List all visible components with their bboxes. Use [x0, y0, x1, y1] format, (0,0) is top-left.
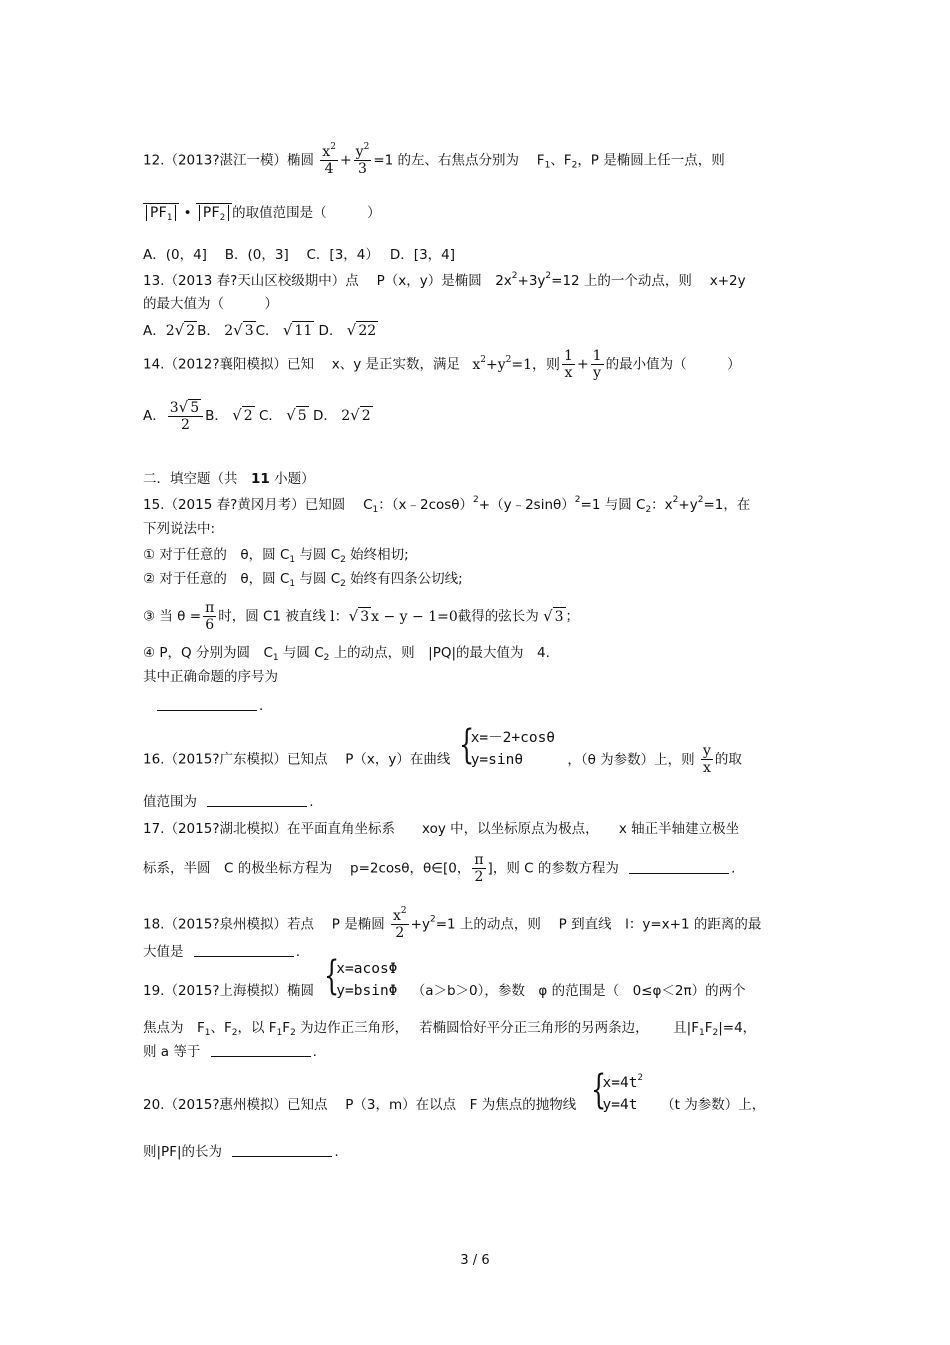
q15-item3: ③ 当 θ = $\frac{\pi}{6}$ 时，圆 C1 被直线 l：√ 3 x − y − 1=0截得的弦长为 √ 3 ；: [143, 600, 580, 633]
q14-condition: $x^2+y^2=1$，则: [472, 354, 561, 373]
q15-conclusion: 其中正确命题的序号为: [143, 669, 278, 685]
q15-item4: ④ P，Q 分别为圆 $C_1$ 与圆 $C_2$ 上的动点，则 |PQ|的最大值为 4.: [143, 645, 550, 663]
q15-fraction-pi-over-6: $\frac{\pi}{6}$: [205, 600, 215, 633]
q12-line1: 12.（2013?湛江一模）椭圆 $\frac{x^2}{4}$ + $\frac{y^2}{3}$ =1 的左、右焦点分别为 $F_1$、$F_2$，P 是椭圆上任一点，则: [143, 142, 725, 177]
q15-line2: 下列说法中:: [143, 521, 216, 537]
q16-line1: 16.（2015?广东模拟）已知点 P（x，y）在曲线 { x=－2+cosθ y=sinθ ，（θ 为参数）上，则 $\frac{y}{x}$ 的取: [143, 721, 742, 776]
q15-line-equation: l：√ 3 x − y − 1=0: [330, 606, 458, 625]
q12-text-a: 12.（2013?湛江一模）椭圆: [143, 152, 314, 169]
q13-line1: 13.（2013 春?天山区校级期中）点 P（x，y）是椭圆 $2x^2+3y^2=12$ 上的一个动点，则 x+2y: [143, 271, 746, 289]
q13-option-d-value: √ 22: [346, 321, 377, 339]
q14-option-a-value: $\frac{3√ 5}{2}$: [168, 399, 203, 433]
q12-text-d: ，P 是椭圆上任一点，则: [577, 152, 725, 169]
q15-item2: ② 对于任意的 θ，圆 $C_1$ 与圆 $C_2$ 始终有四条公切线;: [143, 571, 463, 589]
q18-line1: 18.（2015?泉州模拟）若点 P 是椭圆 $\frac{x^2}{2}$ $+y^2=1$ 上的动点，则 P 到直线 l：y=x+1 的距离的最: [143, 906, 762, 941]
q14-fraction-1-over-y: $\frac{1}{y}$: [592, 348, 602, 381]
q19-line1: 19.（2015?上海模拟）椭圆 { x=acosΦ y=bsinΦ （a＞b＞0），参数 φ 的范围是（ 0≤φ＜2π）的两个: [143, 980, 746, 1002]
q16-fraction-y-over-x: $\frac{y}{x}$: [702, 743, 711, 776]
q14-option-c-value: √ 5: [286, 406, 307, 424]
q12-options: A．(0，4] B．(0，3] C．[3，4） D．[3，4]: [143, 247, 456, 263]
q15-answer-line: .: [157, 697, 263, 715]
q14-options: A． $\frac{3√ 5}{2}$ B． √ 2 C． √ 5 D． 2√ 2: [143, 398, 371, 433]
q17-line2: 标系，半圆 C 的极坐标方程为 p=2cosθ，θ∈[0， $\frac{\pi}{2}$ ]，则 C 的参数方程为 .: [143, 852, 736, 885]
q20-answer-blank[interactable]: [232, 1144, 332, 1157]
section-title: 二．填空题（共 11 小题）: [143, 471, 315, 487]
q13-line2: 的最大值为（ ）: [143, 296, 278, 312]
q19-parametric-system: { x=acosΦ y=bsinΦ: [324, 953, 398, 999]
q14-fraction-1-over-x: $\frac{1}{x}$: [564, 348, 573, 381]
q16-parametric-system: { x=－2+cosθ y=sinθ: [458, 721, 556, 768]
q15-line1: 15.（2015 春?黄冈月考）已知圆 $C_1$：（x﹣2cosθ）$^2$+（y﹣2sinθ）$^2$=1 与圆 $C_2$：$x^2+y^2=1$，在: [143, 495, 751, 515]
q12-text-b: =1 的左、右焦点分别为 F: [373, 152, 545, 169]
q12-dot: •: [183, 205, 192, 221]
q14-option-d-value: 2√ 2: [341, 406, 371, 424]
q12-vector-pf1: $PF_1$: [143, 203, 179, 222]
q17-answer-blank[interactable]: [629, 861, 729, 874]
q18-line2: 大值是 .: [143, 944, 301, 960]
q12-fraction-y2-over-3: $\frac{y^2}{3}$: [355, 142, 370, 177]
q14-line1: 14.（2012?襄阳模拟）已知 x、y 是正实数，满足 $x^2+y^2=1$，则 $\frac{1}{x}$ + $\frac{1}{y}$ 的最小值为（ ）: [143, 348, 741, 381]
q18-fraction-x2-over-2: $\frac{x^2}{2}$: [393, 906, 407, 941]
q15-item1: ① 对于任意的 θ，圆 $C_1$ 与圆 $C_2$ 始终相切;: [143, 547, 409, 565]
q17-line1: 17.（2015?湖北模拟）在平面直角坐标系 xoy 中，以坐标原点为极点， x 轴正半轴建立极坐: [143, 821, 740, 837]
q13-options: A．2√ 2 B． 2√ 3 C． √ 11 D． √ 22: [143, 321, 377, 339]
q12-text-tail: 的取值范围是（ ）: [232, 205, 381, 221]
q13-option-b-value: 2√ 3: [224, 321, 254, 339]
q15-chord-length: √ 3: [543, 606, 564, 625]
q12-text-c: 、F: [550, 152, 572, 169]
q19-answer-blank[interactable]: [211, 1044, 311, 1057]
q17-fraction-pi-over-2: $\frac{\pi}{2}$: [474, 852, 484, 885]
q20-line2: 则|PF|的长为 .: [143, 1144, 339, 1160]
q19-line2: 焦点为 $F_1$、$F_2$，以 $F_1F_2$ 为边作正三角形， 若椭圆恰好平分正三角形的另两条边， 且$|F_1F_2|=4$，: [143, 1020, 757, 1038]
q16-line2: 值范围为 .: [143, 794, 314, 810]
q13-option-c-value: √ 11: [282, 321, 313, 339]
q20-parametric-system: { $x=4t^2$ y=4t: [590, 1067, 643, 1113]
page-number: 3 / 6: [460, 1253, 490, 1268]
q19-line3: 则 a 等于 .: [143, 1044, 317, 1060]
q12-vector-pf2: $PF_2$: [196, 203, 232, 222]
q12-line2: [143, 203, 381, 222]
q14-option-b-value: √ 2: [232, 406, 253, 424]
q20-line1: 20.（2015?惠州模拟）已知点 P（3，m）在以点 F 为焦点的抛物线 { $x=4t^2$ y=4t （t 为参数）上，: [143, 1094, 765, 1116]
q13-option-a-value: 2√ 2: [165, 321, 196, 339]
q12-fraction-x2-over-4: $\frac{x^2}{4}$: [322, 142, 336, 177]
q18-answer-blank[interactable]: [194, 944, 294, 957]
q15-answer-blank[interactable]: [157, 698, 257, 711]
q16-answer-blank[interactable]: [207, 794, 307, 807]
